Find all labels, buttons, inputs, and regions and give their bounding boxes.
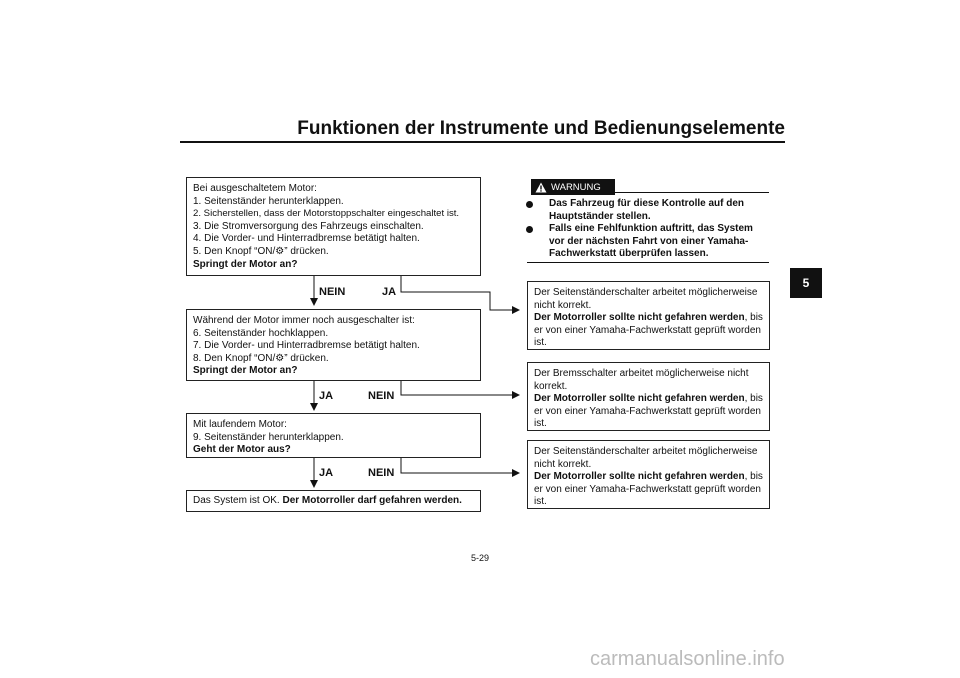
step-1-line: 3. Die Stromversorgung des Fahrzeugs einschalten. [193, 220, 424, 232]
branch-label-yes: JA [382, 286, 397, 298]
result-bold: Der Motorroller sollte nicht gefahren werden [534, 471, 745, 483]
warning-triangle-icon [535, 182, 547, 193]
step-1-line: 2. Sicherstellen, dass der Motorstoppschalter eingeschaltet ist. [193, 208, 460, 220]
warning-badge [531, 179, 615, 195]
branch-label-yes: JA [319, 390, 334, 402]
page-title: Funktionen der Instrumente und Bedienungselemente [297, 118, 785, 139]
step-1-line: Bei ausgeschaltetem Motor: [193, 183, 317, 194]
result-text: Der Seitenständerschalter arbeitet möglicherweise nicht korrekt. [534, 446, 758, 470]
step-3-line: Mit laufendem Motor: [193, 419, 287, 430]
step-2-line: Während der Motor immer noch ausgeschalter ist: [193, 315, 415, 326]
branch-label-no: NEIN [319, 286, 346, 298]
branch-label-no: NEIN [368, 390, 395, 402]
warning-divider-bottom [527, 262, 769, 263]
step-1-line: 4. Die Vorder- und Hinterradbremse betätigt halten. [193, 233, 420, 245]
result-tail: , bis er von einer Yamaha-Fachwerkstatt geprüft worden ist. [534, 393, 763, 430]
step-1-line: 5. Den Knopf “ON/⚙” drücken. [193, 245, 329, 257]
step-2-line: 6. Seitenständer hochklappen. [193, 327, 329, 339]
warning-item [521, 223, 766, 261]
flow-step-2 [186, 309, 481, 381]
warning-item-text: Das Fahrzeug für diese Kontrolle auf den Hauptständer stellen. [549, 198, 745, 222]
warning-item [521, 198, 766, 223]
result-box-2 [527, 362, 770, 431]
branch-label-yes: JA [319, 467, 334, 479]
warning-label: WARNUNG [551, 181, 601, 193]
result-text: Der Bremsschalter arbeitet möglicherweise nicht korrekt. [534, 368, 749, 392]
result-tail: , bis er von einer Yamaha-Fachwerkstatt geprüft worden ist. [534, 312, 763, 349]
title-divider [180, 141, 785, 143]
warning-item-text: Falls eine Fehlfunktion auftritt, das System vor der nächsten Fahrt von einer Yamaha-Fachwerkstatt überprüfen lassen. [549, 223, 753, 259]
final-prefix: Das System ist OK. [193, 495, 283, 506]
flow-step-final [186, 490, 481, 512]
chapter-tab: 5 [790, 268, 822, 298]
page-number: 5-29 [470, 553, 489, 563]
flow-step-3 [186, 413, 481, 458]
bullet-icon [526, 201, 533, 208]
step-1-question: Springt der Motor an? [193, 258, 298, 270]
result-bold: Der Motorroller sollte nicht gefahren werden [534, 312, 745, 324]
result-box-1 [527, 281, 770, 350]
result-box-3 [527, 440, 770, 509]
result-tail: , bis er von einer Yamaha-Fachwerkstatt geprüft worden ist. [534, 471, 763, 508]
step-2-question: Springt der Motor an? [193, 365, 298, 377]
result-bold: Der Motorroller sollte nicht gefahren werden [534, 393, 745, 405]
branch-label-no: NEIN [368, 467, 395, 479]
bullet-icon [526, 226, 533, 233]
step-3-question: Geht der Motor aus? [193, 444, 291, 456]
step-3-line: 9. Seitenständer herunterklappen. [193, 431, 344, 443]
step-1-line: 1. Seitenständer herunterklappen. [193, 195, 344, 207]
warning-divider-top [615, 192, 769, 193]
final-conclusion: Der Motorroller darf gefahren werden. [282, 495, 462, 506]
watermark: carmanualsonline.info [590, 648, 785, 670]
result-text: Der Seitenständerschalter arbeitet möglicherweise nicht korrekt. [534, 287, 758, 311]
connector-box3-result3 [401, 458, 519, 473]
connector-box2-result2 [401, 381, 519, 395]
step-2-line: 7. Die Vorder- und Hinterradbremse betätigt halten. [193, 340, 420, 352]
flow-step-1 [186, 177, 481, 276]
step-2-line: 8. Den Knopf “ON/⚙” drücken. [193, 352, 329, 364]
connector-box1-result1 [401, 276, 519, 310]
